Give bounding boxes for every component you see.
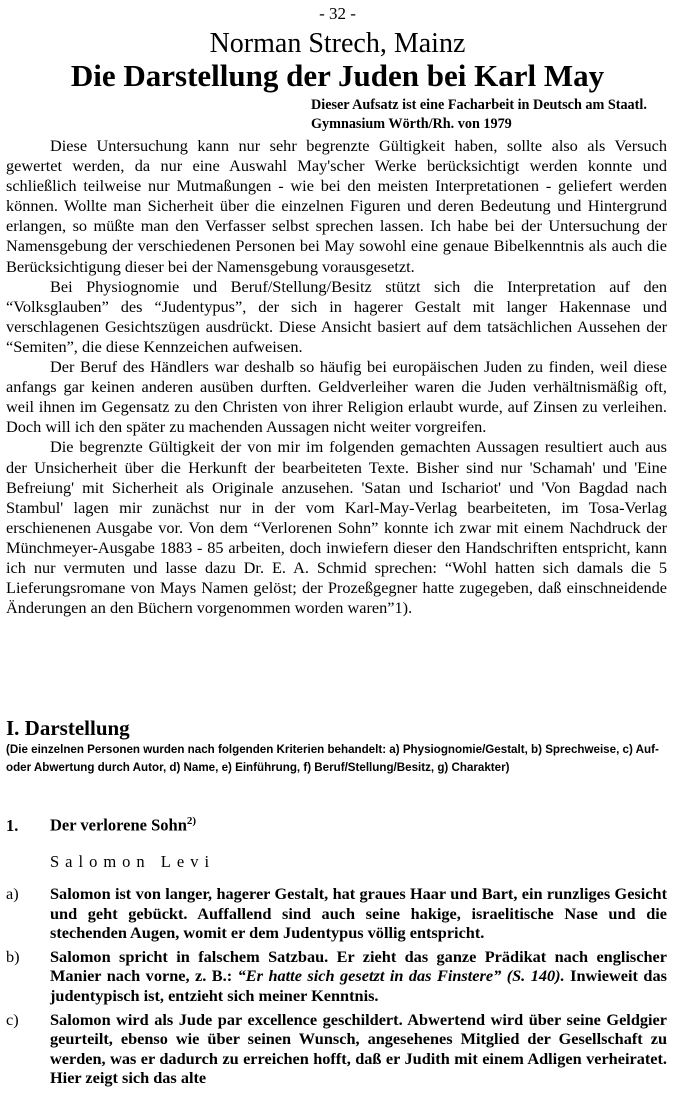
list-item-label: a) [6, 884, 19, 903]
paragraph-2: Bei Physiognomie und Beruf/Stellung/Besitz stützt sich die Interpretation auf den “Volksglauben” des “Judentypus”, der sich in hagerer Gestalt mit langer Hakennase und verschlagenen Gesichtszügen ausdrückt. Diese Ansicht basiert auf dem tatsächlichen Aussehen der “Semiten”, die diese Kennzeichen aufweisen. [6, 276, 667, 356]
author-line: Norman Strech, Mainz [209, 28, 466, 59]
list-item [6, 1010, 667, 1088]
list-item-label: b) [6, 946, 20, 966]
subsection-heading [6, 815, 196, 836]
list-item [6, 947, 667, 1006]
subsection-title: Der verlorene Sohn [50, 815, 187, 835]
paragraph-4: Die begrenzte Gültigkeit der von mir im folgenden gemachten Aussagen resultiert auch aus der Unsicherheit über die Herkunft der bearbeiteten Texte. Bisher sind nur 'Schamah' und 'Eine Befreiung' mit Sicherheit als Originale anzusehen. 'Satan und Ischariot' und 'Von Bagdad nach Stambul' lagen mir zunächst nur in der vom Karl-May-Verlag bearbeiteten, im Tosa-Verlag erschienenen Ausgabe vor. Von dem “Verlorenen Sohn” konnte ich zwar mit einem Nachdruck der Münchmeyer-Ausgabe 1883 - 85 arbeiten, doch inwiefern dieser den Handschriften entspricht, kann ich nur vermuten und lasse dazu Dr. E. A. Schmid sprechen: “Wohl hatten sich damals die 5 Lieferungsromane von Mays Namen gelöst; der Prozeßgegner hatte zugegeben, daß einschneidende Änderungen an den Büchern vorgenommen worden waren”1). [6, 437, 667, 618]
criteria-note: (Die einzelnen Personen wurden nach folgenden Kriterien behandelt: a) Physiognomie/Gestalt, b) Sprechweise, c) Auf- oder Abwertung durch Autor, d) Name, e) Einführung, f) Beruf/Stellung/Besitz, g) Charakter) [6, 743, 659, 774]
criteria-list [6, 884, 667, 1092]
list-item-text [50, 947, 667, 1005]
list-item-text-part: Salomon spricht in falschem Satzbau. Er zieht das ganze Prädikat nach englischer Manier nach vorne, z. B.: [50, 946, 667, 986]
page-number: - 32 - [319, 4, 356, 23]
list-item-text-part: Inwieweit das judentypisch ist, entzieht sich meiner Kenntnis. [50, 966, 667, 1005]
quoted-example: “Er hatte sich gesetzt in das Finstere” (S. 140). [237, 966, 565, 986]
subsection-number: 1. [6, 815, 19, 835]
list-item-text: Salomon ist von langer, hagerer Gestalt, hat graues Haar und Bart, ein runzliges Gesicht und geht gebückt. Auffallend sind auch seine hakige, israelitische Nase und die stechenden Augen, womit er dem Judentypus völlig entspricht. [50, 884, 667, 943]
article-title: Die Darstellung der Juden bei Karl May [70, 58, 605, 93]
list-item [6, 884, 667, 943]
character-name: Salomon Levi [50, 852, 216, 871]
paragraph-1: Diese Untersuchung kann nur sehr begrenzte Gültigkeit haben, sollte also als Versuch gewertet werden, da nur eine Auswahl May'scher Werke berücksichtigt werden konnte und schließlich teilweise nur Mutmaßungen - wie bei den meisten Interpretationen - geliefert werden können. Wollte man Sicherheit über die einzelnen Figuren und deren Bedeutung und Hintergrund erlangen, so müßte man den Verfasser selbst sprechen lassen. Ich habe bei der Untersuchung der Namensgebung der verschiedenen Personen bei May sowohl eine genaue Bibelkenntnis als auch die Berücksichtigung dieser bei der Namensgebung vorausgesetzt. [6, 136, 667, 276]
list-item-text: Salomon wird als Jude par excellence geschildert. Abwertend wird über seine Geldgier geurteilt, ebenso wie über seinen Wunsch, angesehenes Mitglied der Gesellschaft zu werden, was er dadurch zu erreichen hofft, daß er Judith mit einem Adligen verheiratet. Hier zeigt sich das alte [50, 1009, 667, 1088]
footnote-marker: 2) [186, 815, 197, 827]
list-item-label: c) [6, 1009, 19, 1029]
section-heading: I. Darstellung [6, 716, 130, 740]
article-note: Dieser Aufsatz ist eine Facharbeit in Deutsch am Staatl. Gymnasium Wörth/Rh. von 1979 [311, 97, 647, 132]
paragraph-3: Der Beruf des Händlers war deshalb so häufig bei europäischen Juden zu finden, weil diese anfangs gar keinen anderen ausüben durften. Geldverleiher waren die Juden verhältnismäßig oft, weil ihnen im Gegensatz zu den Christen von ihrer Religion erlaubt wurde, auf Zinsen zu verleihen. Doch will ich den später zu machenden Aussagen nicht weiter vorgreifen. [6, 357, 667, 437]
intro-body [6, 136, 667, 618]
